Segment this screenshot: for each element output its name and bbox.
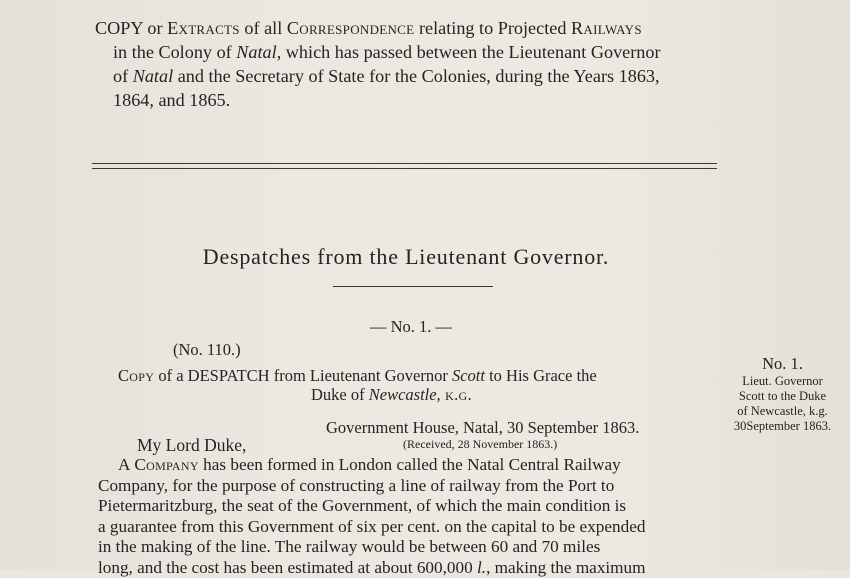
- heading-his-grace: to His Grace the: [485, 366, 597, 385]
- intro-natal-1: Natal,: [236, 42, 281, 62]
- heading-kg: k.g.: [441, 385, 472, 404]
- margin-note-line-2: Scott to the Duke: [720, 389, 845, 404]
- body-pounds-l: l.: [477, 558, 486, 577]
- intro-correspondence: Correspondence: [287, 18, 415, 38]
- body-line-2: Company, for the purpose of constructing a line of railway from the Port to: [98, 476, 718, 497]
- margin-note-line-4: 30September 1863.: [720, 419, 845, 434]
- despatch-number: — No. 1. —: [0, 317, 822, 337]
- intro-extracts: Extracts: [167, 18, 240, 38]
- heading-newcastle: Newcastle,: [369, 385, 441, 404]
- divider-rule-top: [92, 163, 717, 164]
- intro-paragraph: [95, 16, 735, 112]
- heading-despatch: of a DESPATCH from Lieutenant Governor: [154, 366, 452, 385]
- intro-line-3: [95, 64, 735, 88]
- intro-line-2: [95, 40, 735, 64]
- divider-rule-bottom: [92, 168, 717, 169]
- body-line-5: in the making of the line. The railway would be between 60 and 70 miles: [98, 537, 718, 558]
- intro-of-all: of all: [240, 18, 287, 38]
- received-date: (Received, 28 November 1863.): [403, 437, 557, 452]
- intro-line-2-a: in the Colony of: [113, 42, 236, 62]
- intro-natal-2: Natal: [133, 66, 173, 86]
- body-line-6-a: long, and the cost has been estimated at about 600,000: [98, 558, 477, 577]
- heading-duke-of: Duke of: [311, 385, 369, 404]
- margin-note-number: No. 1.: [720, 354, 845, 374]
- intro-line-3-a: of: [113, 66, 133, 86]
- body-line-6-c: , making the maximum: [486, 558, 645, 577]
- salutation: My Lord Duke,: [137, 435, 246, 456]
- despatch-reference: (No. 110.): [173, 340, 241, 360]
- despatch-heading-line-1: [118, 366, 597, 386]
- intro-line-2-c: which has passed between the Lieutenant Governor: [281, 42, 660, 62]
- margin-note-line-1: Lieut. Governor: [720, 374, 845, 389]
- despatch-heading-line-2: [311, 385, 472, 405]
- heading-scott: Scott: [452, 366, 485, 385]
- body-line-6: [98, 558, 718, 578]
- despatch-body: [98, 455, 718, 578]
- intro-line-4: 1864, and 1865.: [95, 88, 735, 112]
- body-line-1: [98, 455, 718, 476]
- margin-note-line-3: of Newcastle, k.g.: [720, 404, 845, 419]
- margin-note: [720, 354, 845, 434]
- intro-line-1: [95, 16, 735, 40]
- body-line-1-rest: has been formed in London called the Natal Central Railway: [199, 455, 621, 474]
- intro-copy: COPY or: [95, 18, 167, 38]
- body-a-company: A Company: [118, 455, 199, 474]
- intro-line-3-c: and the Secretary of State for the Colonies, during the Years 1863,: [173, 66, 659, 86]
- intro-railways: Railways: [571, 18, 642, 38]
- body-line-3: Pietermaritzburg, the seat of the Government, of which the main condition is: [98, 496, 718, 517]
- section-title: Despatches from the Lieutenant Governor.: [0, 244, 812, 270]
- intro-relating: relating to Projected: [414, 18, 571, 38]
- place-and-date: Government House, Natal, 30 September 1863.: [326, 418, 639, 438]
- heading-copy: Copy: [118, 366, 154, 385]
- body-line-4: a guarantee from this Government of six per cent. on the capital to be expended: [98, 517, 718, 538]
- section-title-underline: [333, 286, 493, 287]
